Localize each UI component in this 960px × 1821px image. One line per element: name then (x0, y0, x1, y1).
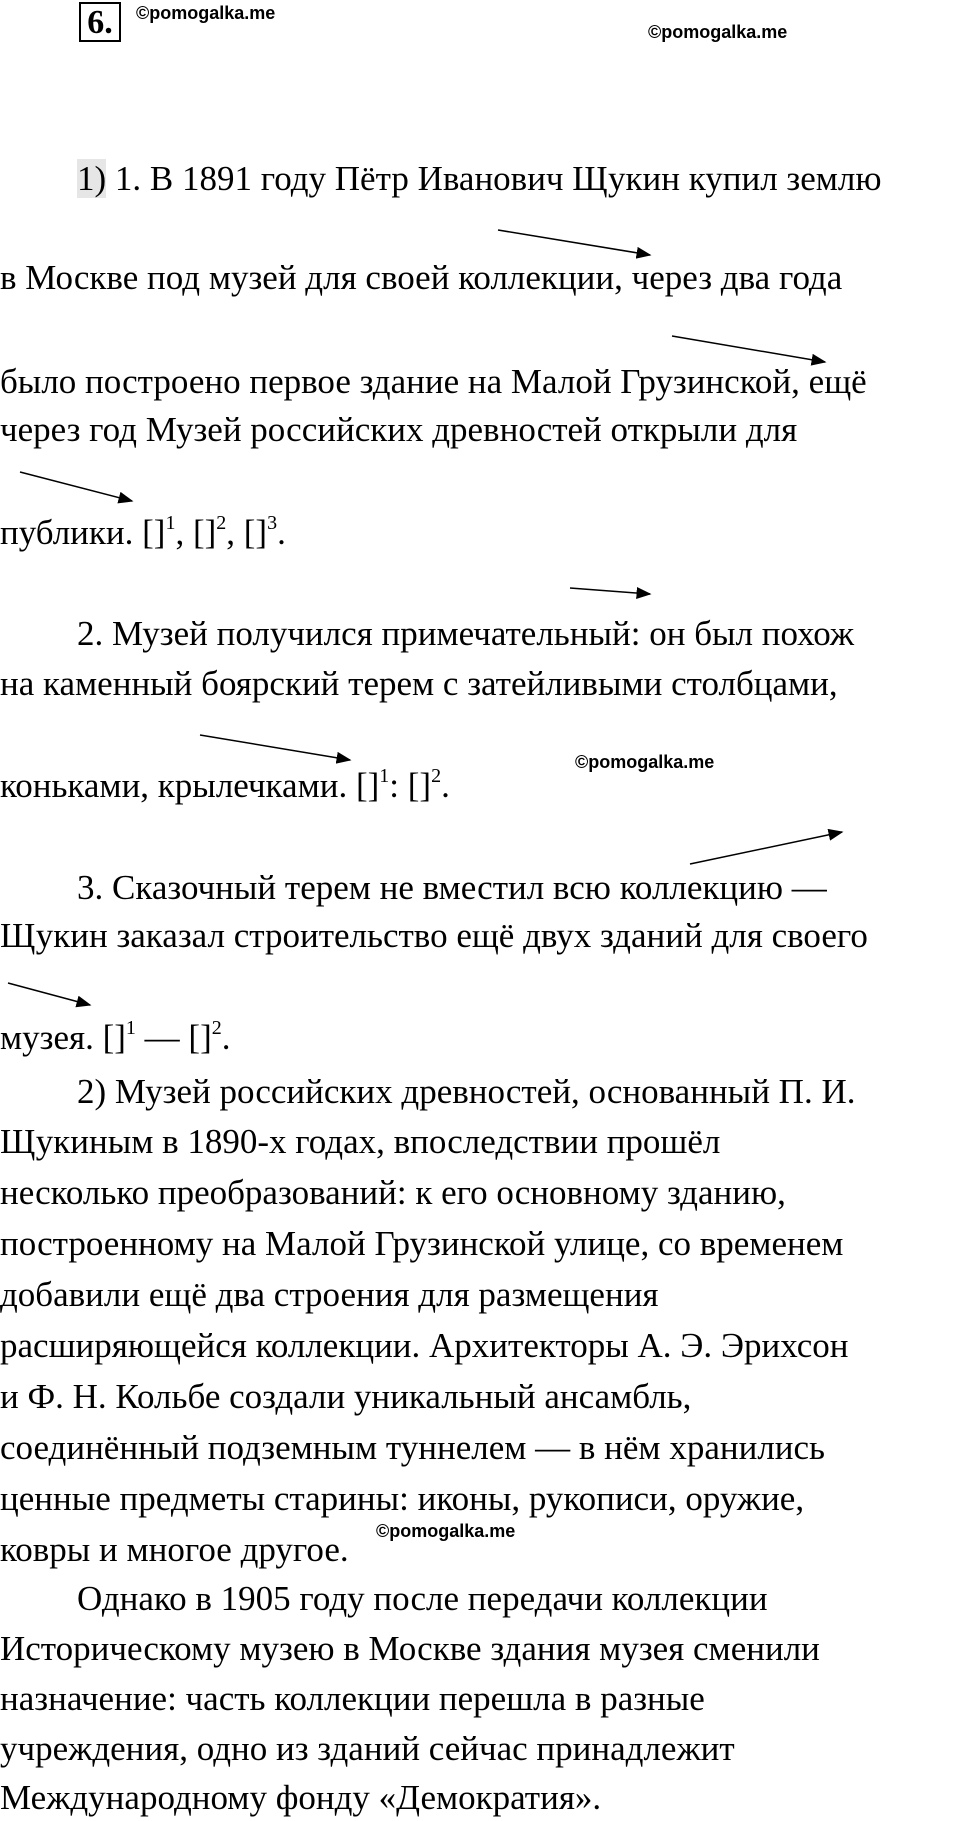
p2-line-13: назначение: часть коллекции перешла в разные (0, 1679, 705, 1718)
p2-line-5: добавили ещё два строения для размещения (0, 1275, 659, 1314)
p1-s3-line-1: 3. Сказочный терем не вместил всю коллекцию — (77, 868, 827, 907)
p1-s2-line-3: коньками, крылечками. []$^1$: []$^2$. (0, 765, 450, 805)
part1-label: 1) (77, 159, 107, 198)
arrow-2 (672, 336, 825, 362)
p2-line-7: и Ф. Н. Кольбе создали уникальный ансамбль, (0, 1377, 692, 1416)
arrow-1 (498, 230, 650, 255)
p2-line-1: 2) Музей российских древностей, основанный П. И. (77, 1072, 856, 1111)
p2-line-8: соединённый подземным туннелем — в нём хранились (0, 1428, 826, 1467)
p2-line-3: несколько преобразований: к его основному зданию, (0, 1173, 786, 1212)
p1-s1-line-1: 1) 1. В 1891 году Пётр Иванович Щукин купил землю (77, 159, 882, 198)
arrow-7 (8, 983, 90, 1005)
p2-line-14: учреждения, одно из зданий сейчас принадлежит (0, 1729, 735, 1768)
p1-s1-line-5: публики. []$^1$, []$^2$, []$^3$. (0, 512, 286, 552)
p1-s3-line-3: музея. []$^1$ — []$^2$. (0, 1017, 231, 1057)
arrow-3 (20, 472, 132, 501)
p2-line-15: Международному фонду «Демократия». (0, 1778, 602, 1817)
task-number: 6. (79, 2, 121, 42)
p2-line-12: Историческому музею в Москве здания музея сменили (0, 1629, 820, 1668)
p2-line-6: расширяющейся коллекции. Архитекторы А. Э. Эрихсон (0, 1326, 849, 1365)
p1-s2-line-1: 2. Музей получился примечательный: он был похож (77, 614, 855, 653)
p1-s1-line-2: в Москве под музей для своей коллекции, через два года (0, 258, 843, 297)
arrow-6 (690, 832, 842, 864)
p2-line-11: Однако в 1905 году после передачи коллекции (77, 1579, 768, 1618)
p2-line-2: Щукиным в 1890-х годах, впоследствии прошёл (0, 1122, 721, 1161)
p1-s2-line-2: на каменный боярский терем с затейливыми столбцами, (0, 664, 838, 703)
watermark-4: ©pomogalka.me (376, 1521, 516, 1541)
watermark-2: ©pomogalka.me (648, 22, 788, 42)
p2-line-9: ценные предметы старины: иконы, рукописи, оружие, (0, 1479, 805, 1518)
p1-s1-line-4: через год Музей российских древностей открыли для (0, 410, 798, 449)
p2-line-4: построенному на Малой Грузинской улице, со временем (0, 1224, 844, 1263)
arrow-4 (570, 588, 650, 594)
p1-s1-line-3: было построено первое здание на Малой Грузинской, ещё (0, 362, 867, 401)
watermark-3: ©pomogalka.me (575, 752, 715, 772)
p1-s3-line-2: Щукин заказал строительство ещё двух зданий для своего (0, 916, 868, 955)
p2-line-10: ковры и многое другое. (0, 1530, 349, 1569)
watermark-1: ©pomogalka.me (136, 3, 276, 23)
arrow-5 (200, 735, 350, 760)
